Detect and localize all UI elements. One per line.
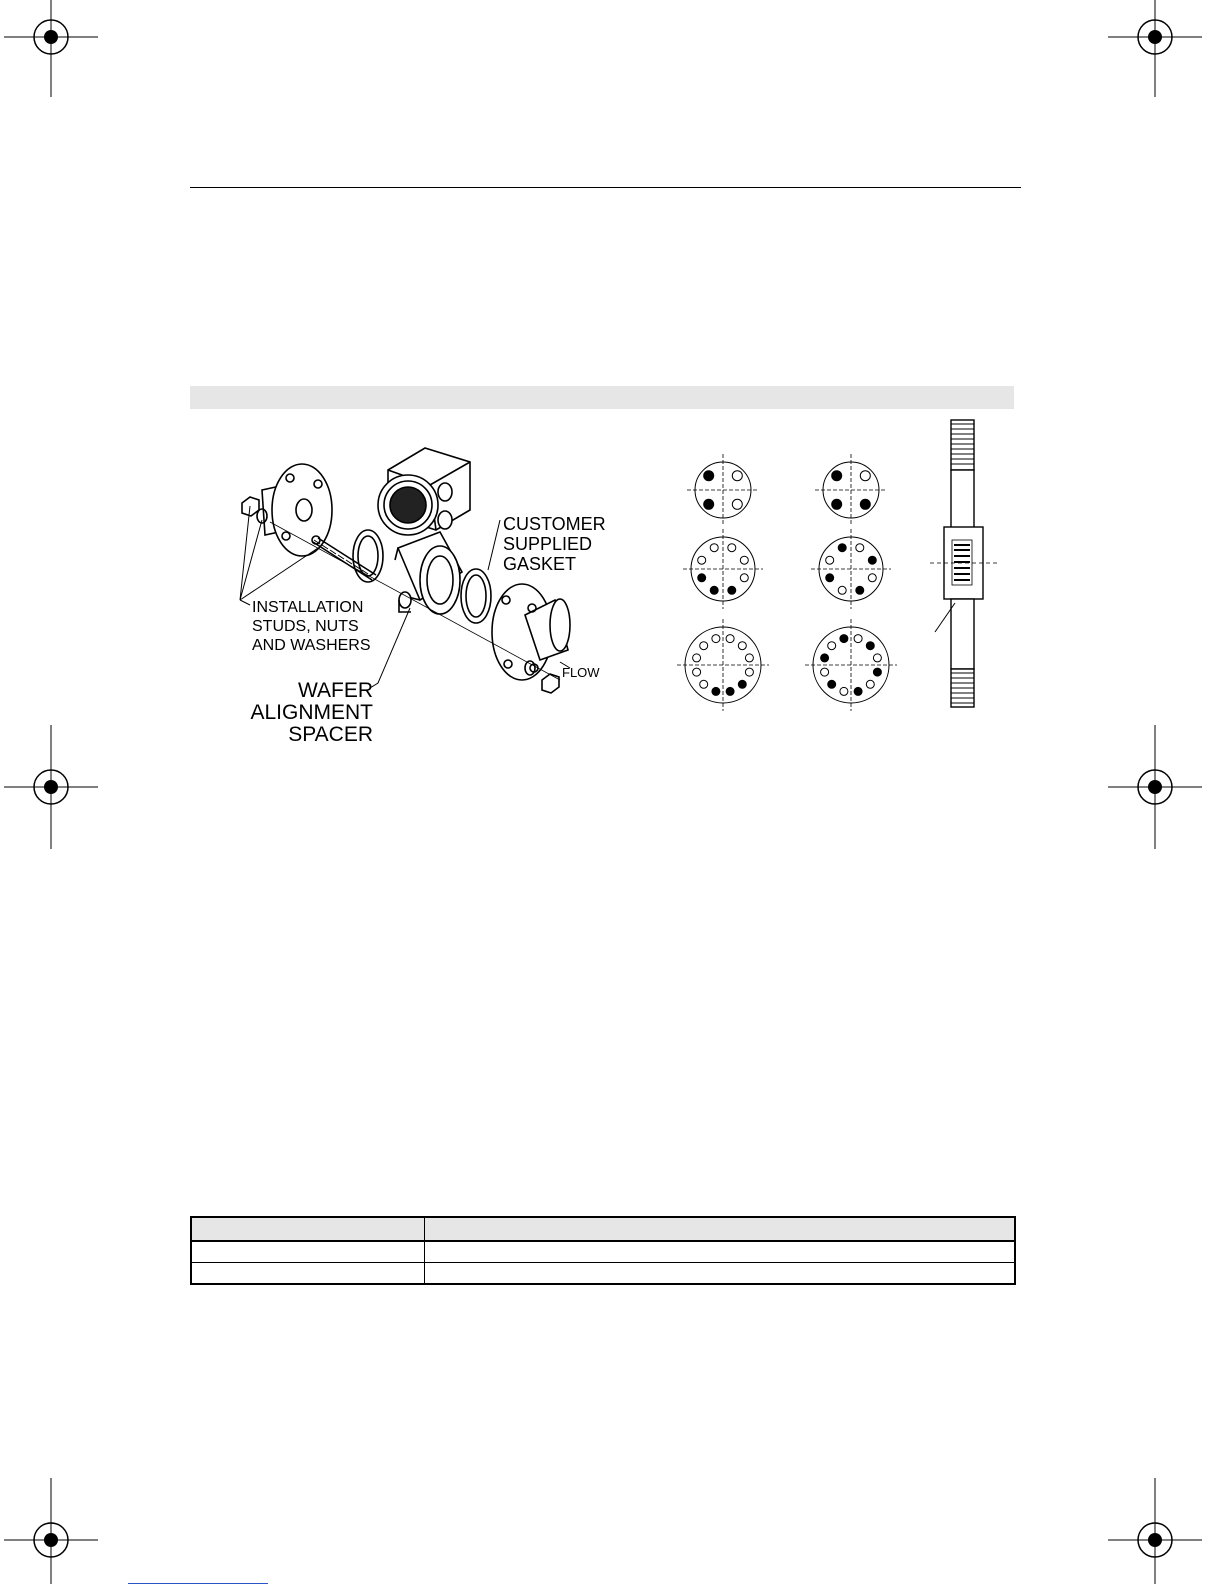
table-cell [425, 1263, 1016, 1285]
table-header-cell [191, 1217, 425, 1241]
spec-table [190, 1216, 1016, 1285]
table-row [191, 1241, 1015, 1263]
table-cell [191, 1241, 425, 1263]
label-spacer-2: ALIGNMENT [250, 701, 373, 724]
label-customer-gasket-1: CUSTOMER [503, 514, 606, 534]
label-studs-3: AND WASHERS [252, 637, 371, 654]
label-spacer-1: WAFER [297, 679, 373, 702]
label-studs-2: STUDS, NUTS [252, 618, 359, 635]
label-flow: FLOW [562, 665, 600, 680]
table-row [191, 1263, 1015, 1285]
label-customer-gasket-3: GASKET [503, 554, 577, 574]
label-customer-gasket-2: SUPPLIED [503, 534, 593, 554]
label-studs-1: INSTALLATION [252, 599, 364, 616]
table-cell [425, 1241, 1016, 1263]
table-cell [191, 1263, 425, 1285]
table-header-row [191, 1217, 1015, 1241]
table-header-cell [425, 1217, 1016, 1241]
label-spacer-3: SPACER [288, 723, 373, 746]
